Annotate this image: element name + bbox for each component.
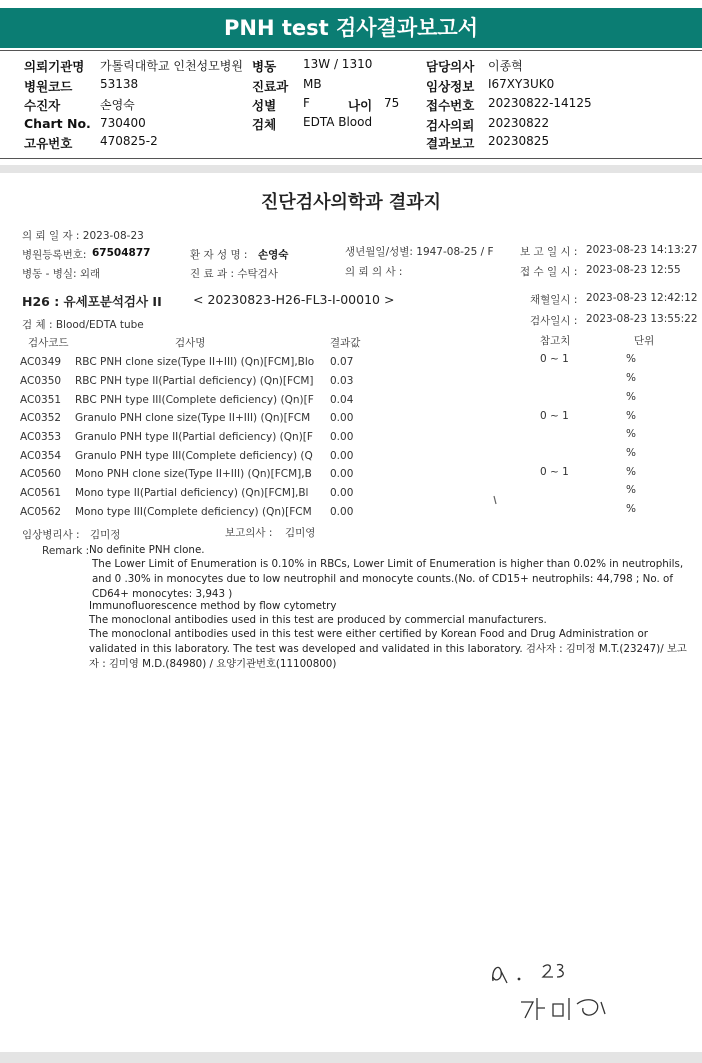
test-id: < 20230823-H26-FL3-I-00010 > (193, 292, 395, 307)
recv-value: 20230822-14125 (488, 96, 592, 110)
dept-label: 진료과 (252, 79, 289, 94)
req-label: 검사의뢰 (426, 118, 475, 133)
row-value: 0.04 (330, 394, 354, 406)
row-value: 0.00 (330, 450, 354, 462)
specimen-value: EDTA Blood (303, 115, 373, 129)
row-code: AC0561 (20, 487, 62, 499)
remark-line-3: The monoclonal antibodies used in this test are produced by commercial manufacturers. (89, 614, 547, 626)
ward-info: 병동 - 병실: 외래 (22, 268, 101, 280)
clin-label: 임상정보 (426, 79, 475, 94)
row-name: Granulo PNH type III(Complete deficiency) (Q (75, 450, 313, 462)
uid-label: 고유번호 (24, 136, 73, 151)
report-title: PNH test 검사결과보고서 (224, 16, 478, 40)
row-unit: % (626, 428, 636, 440)
recv-date-label: 접 수 일 시 : (520, 266, 578, 278)
report-doc-value: 김미영 (285, 527, 316, 539)
pname-label: 환 자 성 명 : (190, 249, 248, 261)
remark-line-2: Immunofluorescence method by flow cytometry (89, 600, 337, 612)
inst-label: 의뢰기관명 (24, 59, 85, 74)
row-name: Granulo PNH type II(Partial deficiency) (Qn)[F (75, 431, 313, 443)
row-value: 0.00 (330, 412, 354, 424)
col-code: 검사코드 (28, 337, 69, 349)
sex-value: F (303, 96, 310, 110)
row-value: 0.00 (330, 487, 354, 499)
row-code: AC0560 (20, 468, 62, 480)
hcode-value: 53138 (100, 77, 139, 91)
clin-path-label: 임상병리사 : (22, 529, 80, 541)
reg-label: 병원등록번호: (22, 249, 87, 261)
age-label: 나이 (348, 98, 373, 113)
specimen-info: 검 체 : Blood/EDTA tube (22, 319, 144, 331)
ward-value: 13W / 1310 (303, 57, 373, 71)
row-name: Granulo PNH clone size(Type II+III) (Qn)[FCM (75, 412, 311, 424)
remark-line-4: The monoclonal antibodies used in this test were either certified by Korean Food and Drug Administration or validated in this laboratory. The test was developed and validated in this laboratory. 검사자 : 김미정 M.T.(23247)/ 보고자 : 김미영 M.D.(84980) / 요양기관번호(11100800) (89, 628, 687, 670)
row-name: Mono type III(Complete deficiency) (Qn)[FCM (75, 506, 312, 518)
pen-mark (490, 494, 500, 508)
row-value: 0.00 (330, 506, 354, 518)
result-value: 20230825 (488, 134, 550, 148)
row-value: 0.03 (330, 375, 354, 387)
row-name: RBC PNH type II(Partial deficiency) (Qn)[FCM] (75, 375, 314, 387)
remark-line-0: No definite PNH clone. (89, 544, 205, 556)
row-name: Mono type II(Partial deficiency) (Qn)[FCM],Bl (75, 487, 309, 499)
header-top-divider (0, 50, 702, 51)
inst-value: 가톨릭대학교 인천성모병원 (100, 59, 243, 73)
col-unit: 단위 (634, 335, 655, 347)
ward-label: 병동 (252, 59, 277, 74)
clin-path-value: 김미정 (90, 529, 121, 541)
patient-label: 수진자 (24, 98, 61, 113)
remark-line-1: The Lower Limit of Enumeration is 0.10% in RBCs, Lower Limit of Enumeration is higher than 0.02% in neutrophils, and 0 .30% in monocytes due to low neutrophil and monocyte counts.(No. of CD15+ neutrophils: 44,798 ; No. of CD64+ monocytes: 3,943 ) (92, 558, 684, 600)
row-unit: % (626, 353, 636, 365)
clin-value: I67XY3UK0 (488, 77, 555, 91)
request-date: 의 뢰 일 자 : 2023-08-23 (22, 230, 144, 242)
doctor-label: 담당의사 (426, 59, 475, 74)
req-doctor: 의 뢰 의 사 : (345, 266, 403, 278)
row-value: 0.00 (330, 468, 354, 480)
report-date-label: 보 고 일 시 : (520, 246, 578, 258)
row-unit: % (626, 447, 636, 459)
row-unit: % (626, 466, 636, 478)
header-bottom-divider (0, 158, 702, 159)
row-code: AC0349 (20, 356, 62, 368)
pname-value: 손영숙 (258, 249, 289, 261)
row-code: AC0354 (20, 450, 62, 462)
reg-value: 67504877 (92, 247, 151, 259)
draw-label: 채혈일시 : (530, 294, 578, 306)
draw-value: 2023-08-23 12:42:12 (586, 292, 698, 304)
chart-value: 730400 (100, 116, 146, 130)
test-time-value: 2023-08-23 13:55:22 (586, 313, 698, 325)
recv-label: 접수번호 (426, 98, 475, 113)
hcode-label: 병원코드 (24, 79, 73, 94)
result-label: 결과보고 (426, 136, 475, 151)
specimen-label: 검체 (252, 117, 277, 132)
test-name: H26 : 유세포분석검사 II (22, 294, 162, 309)
test-time-label: 검사일시 : (530, 315, 578, 327)
birth-info: 생년월일/성별: 1947-08-25 / F (345, 246, 494, 258)
report-heading: 진단검사의학과 결과지 (260, 192, 442, 213)
row-ref: 0 ~ 1 (540, 353, 569, 365)
row-name: Mono PNH clone size(Type II+III) (Qn)[FCM],B (75, 468, 312, 480)
req-value: 20230822 (488, 116, 550, 130)
row-unit: % (626, 391, 636, 403)
handwritten-date (485, 955, 585, 991)
report-date-value: 2023-08-23 14:13:27 (586, 244, 698, 256)
patient-value: 손영숙 (100, 98, 135, 112)
uid-value: 470825-2 (100, 134, 158, 148)
row-code: AC0562 (20, 506, 62, 518)
recv-date-value: 2023-08-23 12:55 (586, 264, 681, 276)
row-code: AC0353 (20, 431, 62, 443)
col-ref: 참고치 (540, 335, 571, 347)
row-name: RBC PNH clone size(Type II+III) (Qn)[FCM],Blo (75, 356, 315, 368)
remark-label: Remark : (42, 545, 90, 557)
row-code: AC0351 (20, 394, 62, 406)
gray-band (0, 165, 702, 173)
dept-info: 진 료 과 : 수탁검사 (190, 268, 278, 280)
row-name: RBC PNH type III(Complete deficiency) (Qn)[F (75, 394, 314, 406)
dept-value: MB (303, 77, 322, 91)
chart-label: Chart No. (24, 116, 91, 131)
row-unit: % (626, 503, 636, 515)
row-value: 0.00 (330, 431, 354, 443)
bottom-band (0, 1052, 702, 1063)
col-name: 검사명 (175, 337, 206, 349)
row-unit: % (626, 372, 636, 384)
age-value: 75 (384, 96, 400, 110)
row-unit: % (626, 410, 636, 422)
row-unit: % (626, 484, 636, 496)
doctor-value: 이종혁 (488, 59, 523, 73)
row-ref: 0 ~ 1 (540, 466, 569, 478)
row-code: AC0350 (20, 375, 62, 387)
sex-label: 성별 (252, 98, 277, 113)
report-doc-label: 보고의사 : (225, 527, 273, 539)
row-code: AC0352 (20, 412, 62, 424)
col-value: 결과값 (330, 337, 361, 349)
handwritten-signature (515, 990, 615, 1026)
row-value: 0.07 (330, 356, 354, 368)
row-ref: 0 ~ 1 (540, 410, 569, 422)
